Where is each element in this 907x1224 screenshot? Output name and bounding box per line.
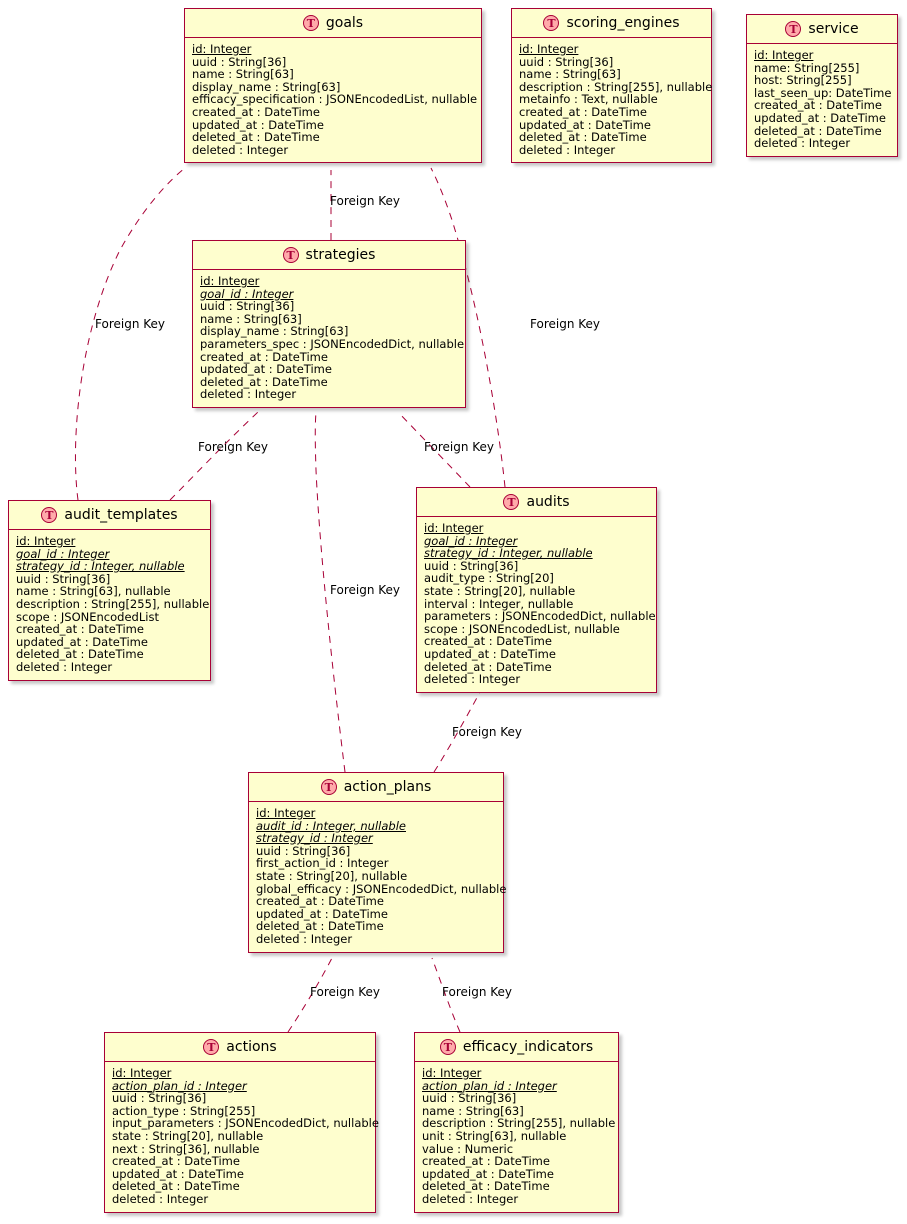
relationship-label: Foreign Key xyxy=(330,583,400,597)
field: parameters : JSONEncodedDict, nullable xyxy=(424,609,656,624)
field: deleted_at : DateTime xyxy=(112,1179,240,1194)
field: deleted : Integer xyxy=(16,659,113,674)
entity-header xyxy=(105,1033,375,1062)
field: uuid : String[36] xyxy=(200,299,295,314)
field: name: String[255] xyxy=(754,60,860,75)
field: deleted : Integer xyxy=(422,1191,519,1206)
field: updated_at : DateTime xyxy=(192,117,324,132)
field: state : String[20], nullable xyxy=(256,868,408,883)
entity-actions[interactable] xyxy=(104,1032,379,1213)
entity-audit_templates[interactable] xyxy=(8,500,211,681)
field: description : String[255], nullable xyxy=(519,79,713,94)
entity-header xyxy=(249,773,503,802)
relationship-label: Foreign Key xyxy=(424,440,494,454)
entity-fields xyxy=(747,44,897,156)
entity-title: audit_templates xyxy=(64,507,178,523)
entity-header xyxy=(193,241,465,270)
field: name : String[63] xyxy=(519,67,621,82)
table-icon: T xyxy=(321,779,337,795)
field: description : String[255], nullable xyxy=(422,1116,616,1131)
field: updated_at : DateTime xyxy=(754,110,886,125)
field: display_name : String[63] xyxy=(200,324,349,339)
primary-key-field: id: Integer xyxy=(256,806,316,820)
primary-key-field: id: Integer xyxy=(422,1066,482,1080)
entity-action_plans[interactable] xyxy=(248,772,507,953)
field: display_name : String[63] xyxy=(192,79,341,94)
field: deleted : Integer xyxy=(256,931,353,946)
table-icon: T xyxy=(543,15,559,31)
field: deleted : Integer xyxy=(112,1191,209,1206)
entity-goals[interactable] xyxy=(184,8,482,163)
field: state : String[20], nullable xyxy=(424,583,576,598)
field: deleted : Integer xyxy=(192,142,289,157)
foreign-key-field: goal_id : Integer xyxy=(16,546,110,561)
field: unit : String[63], nullable xyxy=(422,1128,567,1143)
field: created_at : DateTime xyxy=(112,1154,240,1169)
entity-title: audits xyxy=(526,494,570,510)
field: host: String[255] xyxy=(754,73,852,88)
table-icon: T xyxy=(41,507,57,523)
field: uuid : String[36] xyxy=(256,843,351,858)
field: deleted_at : DateTime xyxy=(16,647,144,662)
field: uuid : String[36] xyxy=(16,571,111,586)
entity-title: goals xyxy=(325,15,364,31)
entity-header xyxy=(9,501,210,530)
entity-fields xyxy=(193,270,465,407)
field: updated_at : DateTime xyxy=(256,906,388,921)
field: name : String[63] xyxy=(422,1103,524,1118)
foreign-key-field: action_plan_id : Integer xyxy=(422,1078,557,1093)
field: uuid : String[36] xyxy=(519,54,614,69)
field: deleted_at : DateTime xyxy=(424,659,552,674)
foreign-key-field: goal_id : Integer xyxy=(424,533,518,548)
foreign-key-field: strategy_id : Integer, nullable xyxy=(16,559,185,574)
field: name : String[63] xyxy=(192,67,294,82)
field: deleted_at : DateTime xyxy=(422,1179,550,1194)
relationship-label: Foreign Key xyxy=(95,317,165,331)
field: description : String[255], nullable xyxy=(16,596,210,611)
entity-fields xyxy=(249,802,507,952)
field: global_efficacy : JSONEncodedDict, nullable xyxy=(256,881,507,896)
field: audit_type : String[20] xyxy=(424,571,554,586)
entity-title: action_plans xyxy=(343,779,432,795)
field: uuid : String[36] xyxy=(112,1091,207,1106)
primary-key-field: id: Integer xyxy=(754,48,814,62)
field: updated_at : DateTime xyxy=(16,634,148,649)
relationship-label: Foreign Key xyxy=(310,985,380,999)
field: created_at : DateTime xyxy=(754,98,882,113)
field: deleted : Integer xyxy=(519,142,616,157)
entity-title: actions xyxy=(226,1039,277,1055)
table-icon: T xyxy=(203,1039,219,1055)
entity-fields xyxy=(417,517,656,692)
primary-key-field: id: Integer xyxy=(424,521,484,535)
entity-header xyxy=(415,1033,618,1062)
primary-key-field: id: Integer xyxy=(16,534,76,548)
field: created_at : DateTime xyxy=(192,104,320,119)
field: metainfo : Text, nullable xyxy=(519,92,658,107)
field: created_at : DateTime xyxy=(519,104,647,119)
field: created_at : DateTime xyxy=(422,1154,550,1169)
primary-key-field: id: Integer xyxy=(519,42,579,56)
field: interval : Integer, nullable xyxy=(424,596,574,611)
field: created_at : DateTime xyxy=(16,622,144,637)
entity-strategies[interactable] xyxy=(192,240,466,408)
foreign-key-field: action_plan_id : Integer xyxy=(112,1078,247,1093)
foreign-key-field: audit_id : Integer, nullable xyxy=(256,818,406,833)
relationship-line xyxy=(75,168,185,500)
field: created_at : DateTime xyxy=(256,894,384,909)
field: next : String[36], nullable xyxy=(112,1141,260,1156)
entity-header xyxy=(512,9,711,38)
entity-title: service xyxy=(808,21,859,37)
primary-key-field: id: Integer xyxy=(200,274,260,288)
foreign-key-field: strategy_id : Integer, nullable xyxy=(424,546,593,561)
field: action_type : String[255] xyxy=(112,1103,256,1118)
field: updated_at : DateTime xyxy=(112,1166,244,1181)
entity-service[interactable] xyxy=(746,14,898,157)
table-icon: T xyxy=(283,247,299,263)
entity-fields xyxy=(415,1062,618,1212)
entity-fields xyxy=(9,530,210,680)
field: name : String[63] xyxy=(200,311,302,326)
field: first_action_id : Integer xyxy=(256,856,389,871)
field: scope : JSONEncodedList, nullable xyxy=(424,621,620,636)
entity-scoring_engines[interactable] xyxy=(511,8,712,163)
field: parameters_spec : JSONEncodedDict, nullable xyxy=(200,336,465,351)
field: uuid : String[36] xyxy=(422,1091,517,1106)
field: input_parameters : JSONEncodedDict, nullable xyxy=(112,1116,379,1131)
entity-title: strategies xyxy=(305,247,376,263)
field: last_seen_up: DateTime xyxy=(754,85,892,100)
foreign-key-field: goal_id : Integer xyxy=(200,286,294,301)
table-icon: T xyxy=(440,1039,456,1055)
field: created_at : DateTime xyxy=(200,349,328,364)
field: uuid : String[36] xyxy=(424,558,519,573)
relationship-label: Foreign Key xyxy=(330,194,400,208)
table-icon: T xyxy=(303,15,319,31)
relationship-label: Foreign Key xyxy=(530,317,600,331)
relationship-line xyxy=(170,412,258,500)
primary-key-field: id: Integer xyxy=(192,42,252,56)
entity-fields xyxy=(185,38,481,162)
field: updated_at : DateTime xyxy=(519,117,651,132)
field: deleted_at : DateTime xyxy=(256,919,384,934)
field: deleted : Integer xyxy=(424,672,521,687)
foreign-key-field: strategy_id : Integer xyxy=(256,831,373,846)
entity-title: scoring_engines xyxy=(566,15,680,31)
relationship-label: Foreign Key xyxy=(452,725,522,739)
field: updated_at : DateTime xyxy=(424,646,556,661)
field: updated_at : DateTime xyxy=(422,1166,554,1181)
field: deleted_at : DateTime xyxy=(519,130,647,145)
field: deleted_at : DateTime xyxy=(200,374,328,389)
field: uuid : String[36] xyxy=(192,54,287,69)
field: name : String[63], nullable xyxy=(16,584,171,599)
entity-title: efficacy_indicators xyxy=(462,1039,594,1055)
field: deleted_at : DateTime xyxy=(192,130,320,145)
entity-fields xyxy=(105,1062,379,1212)
table-icon: T xyxy=(785,21,801,37)
field: updated_at : DateTime xyxy=(200,362,332,377)
entity-header xyxy=(417,488,656,517)
field: scope : JSONEncodedList xyxy=(16,609,159,624)
field: deleted_at : DateTime xyxy=(754,123,882,138)
primary-key-field: id: Integer xyxy=(112,1066,172,1080)
field: value : Numeric xyxy=(422,1141,514,1156)
relationship-label: Foreign Key xyxy=(198,440,268,454)
entity-header xyxy=(185,9,481,38)
entity-audits[interactable] xyxy=(416,487,657,693)
entity-efficacy_indicators[interactable] xyxy=(414,1032,619,1213)
field: efficacy_specification : JSONEncodedList, nullable xyxy=(192,92,478,107)
table-icon: T xyxy=(503,494,519,510)
field: deleted : Integer xyxy=(754,136,851,151)
field: created_at : DateTime xyxy=(424,634,552,649)
field: deleted : Integer xyxy=(200,387,297,402)
entity-header xyxy=(747,15,897,44)
relationship-label: Foreign Key xyxy=(442,985,512,999)
entity-fields xyxy=(512,38,711,162)
field: state : String[20], nullable xyxy=(112,1128,264,1143)
